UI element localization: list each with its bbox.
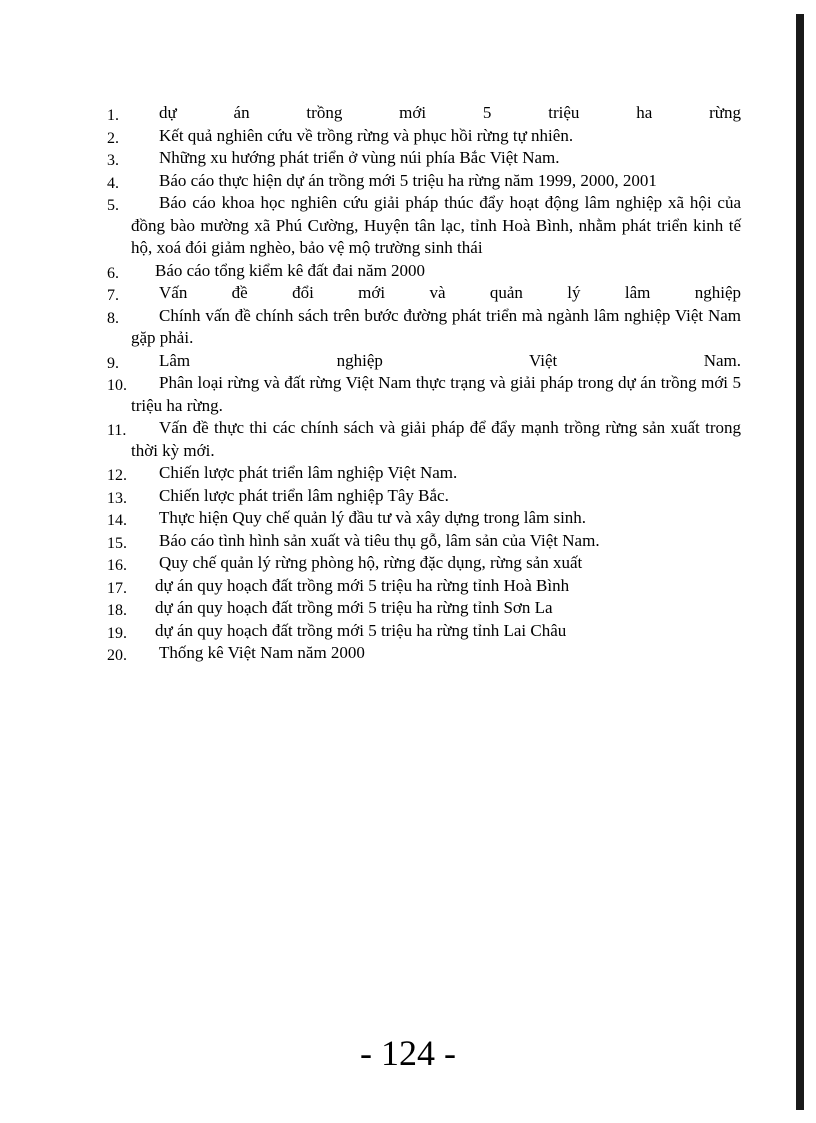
reference-item bbox=[107, 350, 741, 373]
reference-number: 4. bbox=[107, 174, 119, 192]
reference-number: 13. bbox=[107, 489, 127, 507]
reference-number: 5. bbox=[107, 197, 119, 214]
reference-text: Báo cáo thực hiện dự án trồng mới 5 triệu ha rừng năm 1999, 2000, 2001 bbox=[159, 170, 657, 190]
reference-text: Thống kê Việt Nam năm 2000 bbox=[159, 643, 365, 662]
reference-item bbox=[107, 462, 741, 485]
reference-item bbox=[107, 597, 741, 620]
reference-text: dự án trồng mới 5 triệu ha rừng bbox=[159, 103, 741, 122]
reference-text: dự án quy hoạch đất trồng mới 5 triệu ha rừng tỉnh Lai Châu bbox=[155, 620, 567, 640]
reference-text: Phân loại rừng và đất rừng Việt Nam thực trạng và giải pháp trong dự án trồng mới 5 triệu ha rừng. bbox=[131, 373, 741, 415]
reference-text: Vấn đề đổi mới và quản lý lâm nghiệp bbox=[159, 283, 741, 302]
reference-text: dự án quy hoạch đất trồng mới 5 triệu ha rừng tỉnh Hoà Bình bbox=[155, 575, 570, 595]
reference-item bbox=[107, 260, 741, 283]
reference-number: 16. bbox=[107, 557, 127, 574]
reference-text: dự án quy hoạch đất trồng mới 5 triệu ha rừng tỉnh Sơn La bbox=[155, 598, 553, 617]
reference-item bbox=[107, 530, 741, 553]
reference-text: Báo cáo tình hình sản xuất và tiêu thụ gỗ, lâm sản của Việt Nam. bbox=[159, 530, 600, 550]
reference-text: Vấn đề thực thi các chính sách và giải pháp để đẩy mạnh trồng rừng sản xuất trong thời kỳ mới. bbox=[131, 418, 741, 460]
reference-list bbox=[107, 102, 741, 665]
reference-item bbox=[107, 372, 741, 417]
reference-item bbox=[107, 192, 741, 260]
reference-text: Chính vấn đề chính sách trên bước đường phát triển mà ngành lâm nghiệp Việt Nam gặp phải. bbox=[131, 305, 741, 347]
reference-text: Báo cáo tổng kiểm kê đất đai năm 2000 bbox=[155, 260, 426, 280]
reference-item bbox=[107, 125, 741, 148]
reference-item bbox=[107, 552, 741, 575]
reference-number: 11. bbox=[107, 422, 127, 439]
reference-item bbox=[107, 620, 741, 643]
reference-number: 1. bbox=[107, 107, 119, 124]
reference-item bbox=[107, 147, 741, 170]
reference-text: Chiến lược phát triển lâm nghiệp Việt Nam. bbox=[159, 463, 458, 482]
reference-number: 7. bbox=[107, 287, 119, 304]
reference-item bbox=[107, 485, 741, 508]
reference-number: 19. bbox=[107, 624, 127, 642]
reference-number: 3. bbox=[107, 152, 119, 169]
reference-text: Thực hiện Quy chế quản lý đầu tư và xây dựng trong lâm sinh. bbox=[159, 508, 587, 527]
reference-item bbox=[107, 417, 741, 462]
reference-number: 2. bbox=[107, 129, 119, 147]
reference-item bbox=[107, 507, 741, 530]
reference-number: 8. bbox=[107, 309, 119, 327]
reference-item bbox=[107, 170, 741, 193]
reference-item bbox=[107, 282, 741, 305]
reference-text: Chiến lược phát triển lâm nghiệp Tây Bắc. bbox=[159, 485, 449, 505]
reference-text: Báo cáo khoa học nghiên cứu giải pháp thúc đẩy hoạt động lâm nghiệp xã hội của đồng bào mường xã Phú Cường, Huyện tân lạc, tỉnh Hoà Bình, nhằm phát triển kinh tế hộ, xoá đói giảm nghèo, bảo vệ mộ trường sinh thái bbox=[131, 193, 741, 257]
reference-text: Những xu hướng phát triển ở vùng núi phía Bắc Việt Nam. bbox=[159, 148, 560, 167]
reference-number: 14. bbox=[107, 512, 127, 529]
reference-item bbox=[107, 575, 741, 598]
reference-number: 6. bbox=[107, 264, 119, 282]
reference-number: 15. bbox=[107, 534, 127, 552]
page-edge-shadow bbox=[796, 14, 804, 1110]
page-number: - 124 - bbox=[360, 1033, 456, 1073]
reference-text: Lâm nghiệp Việt Nam. bbox=[159, 350, 741, 370]
reference-number: 18. bbox=[107, 602, 127, 619]
reference-number: 12. bbox=[107, 467, 127, 484]
reference-item bbox=[107, 642, 741, 665]
reference-item bbox=[107, 305, 741, 350]
reference-text: Kết quả nghiên cứu về trồng rừng và phục hồi rừng tự nhiên. bbox=[159, 125, 574, 145]
reference-number: 17. bbox=[107, 579, 127, 597]
reference-item bbox=[107, 102, 741, 125]
reference-number: 9. bbox=[107, 354, 119, 372]
reference-text: Quy chế quản lý rừng phòng hộ, rừng đặc dụng, rừng sản xuất bbox=[159, 553, 583, 572]
reference-number: 10. bbox=[107, 377, 127, 394]
reference-number: 20. bbox=[107, 647, 127, 664]
